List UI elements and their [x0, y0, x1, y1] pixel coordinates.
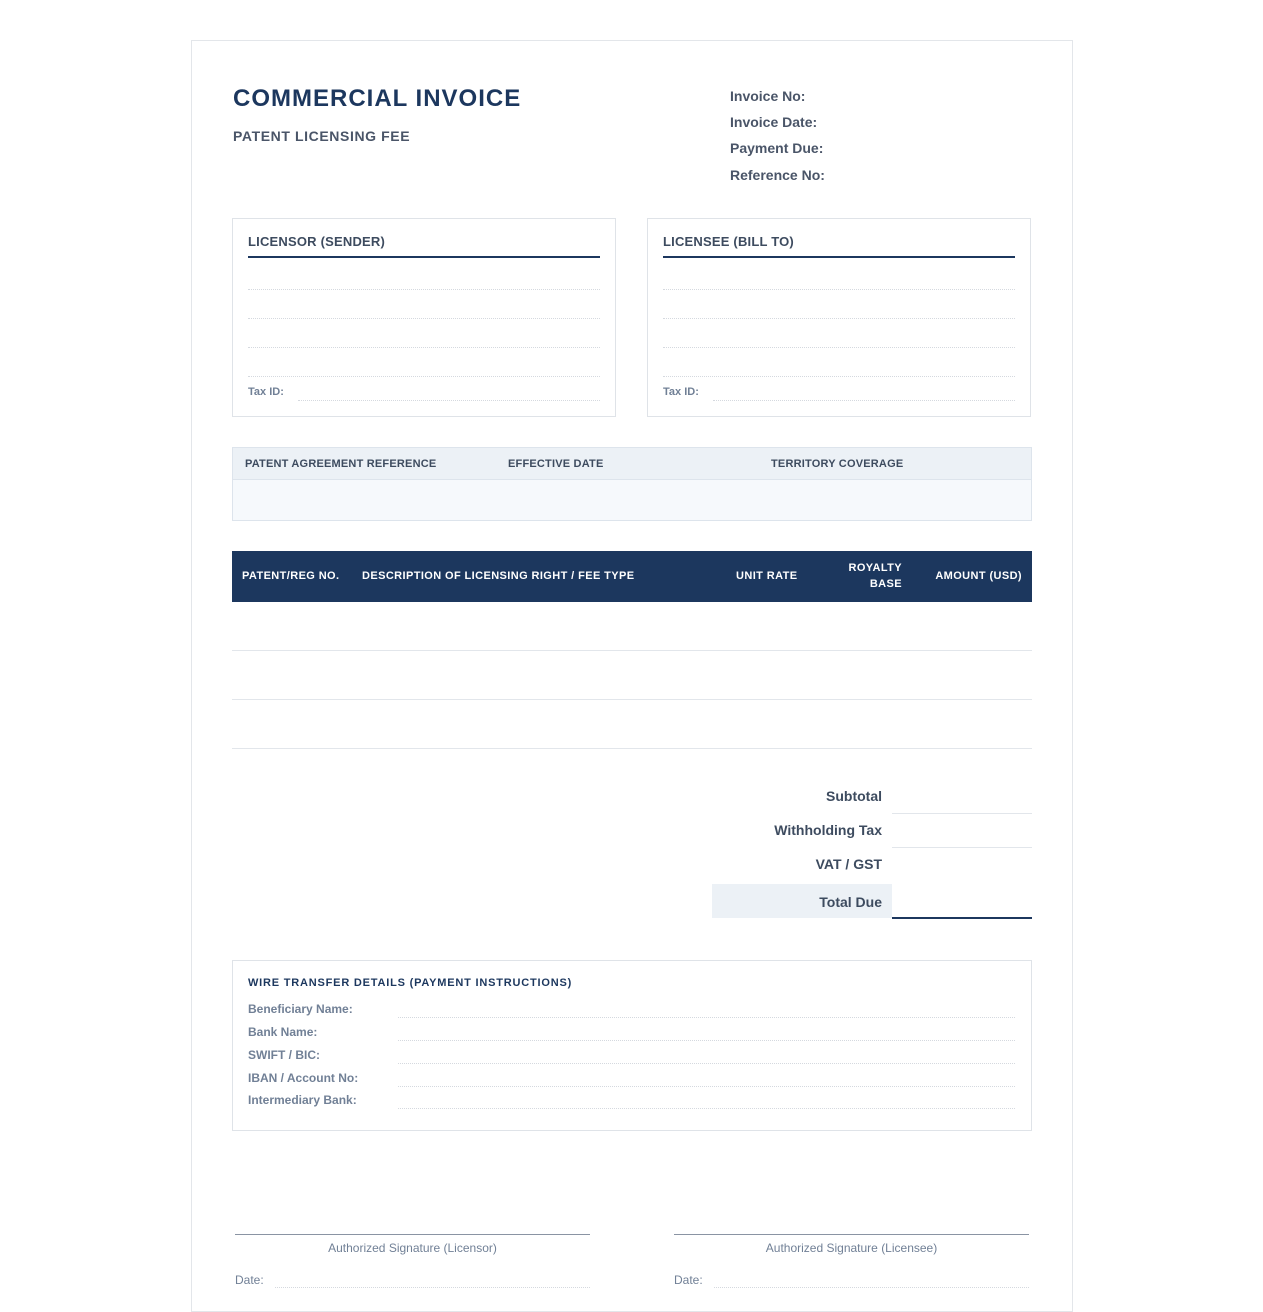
invoice-date-label: Invoice Date:: [730, 114, 818, 130]
licensor-tax-field[interactable]: [298, 400, 600, 401]
withholding-tax-field[interactable]: [892, 847, 1032, 848]
licensor-tax-label: Tax ID:: [248, 386, 284, 398]
licensor-line-1[interactable]: [248, 289, 600, 290]
vat-gst-label: VAT / GST: [815, 856, 882, 872]
licensee-date-label: Date:: [674, 1273, 703, 1287]
licensor-line-2[interactable]: [248, 318, 600, 319]
beneficiary-name-label: Beneficiary Name:: [248, 1002, 353, 1016]
licensee-line-1[interactable]: [663, 289, 1015, 290]
table-row[interactable]: [232, 602, 1032, 651]
licensee-signature-caption: Authorized Signature (Licensee): [765, 1241, 938, 1255]
reference-no-label: Reference No:: [730, 167, 825, 183]
table-row[interactable]: [232, 700, 1032, 749]
items-col-unit-rate: UNIT RATE: [736, 570, 798, 582]
licensee-heading: LICENSEE (BILL TO): [663, 234, 1015, 258]
items-col-royalty-base: BASE: [869, 578, 902, 590]
agreement-table: [232, 447, 1032, 521]
items-col-patent-no: PATENT/REG NO.: [242, 570, 340, 582]
licensor-signature-line[interactable]: [235, 1234, 590, 1235]
invoice-subtitle: PATENT LICENSING FEE: [233, 128, 411, 144]
licensor-line-3[interactable]: [248, 347, 600, 348]
invoice-title: COMMERCIAL INVOICE: [233, 85, 522, 112]
intermediary-bank-field[interactable]: [398, 1108, 1015, 1109]
licensee-tax-label: Tax ID:: [663, 386, 699, 398]
agreement-header: [233, 448, 1031, 480]
licensee-box: [647, 218, 1031, 417]
items-table-header: [232, 551, 1032, 602]
bank-name-label: Bank Name:: [248, 1025, 318, 1039]
licensor-heading: LICENSOR (SENDER): [248, 234, 600, 258]
payment-due-label: Payment Due:: [730, 140, 824, 156]
beneficiary-name-field[interactable]: [398, 1017, 1015, 1018]
swift-bic-field[interactable]: [398, 1063, 1015, 1064]
licensee-line-2[interactable]: [663, 318, 1015, 319]
licensor-date-field[interactable]: [275, 1287, 590, 1288]
subtotal-field[interactable]: [892, 813, 1032, 814]
iban-field[interactable]: [398, 1086, 1015, 1087]
licensee-tax-field[interactable]: [713, 400, 1015, 401]
licensee-line-4[interactable]: [663, 376, 1015, 377]
invoice-no-label: Invoice No:: [730, 88, 806, 104]
table-row[interactable]: [232, 651, 1032, 700]
licensor-line-4[interactable]: [248, 376, 600, 377]
licensor-date-label: Date:: [235, 1273, 264, 1287]
wire-transfer-box: [232, 960, 1032, 1131]
licensor-signature-caption: Authorized Signature (Licensor): [328, 1241, 497, 1255]
total-due-field[interactable]: [892, 917, 1032, 919]
total-due-label: Total Due: [819, 894, 882, 910]
licensee-date-field[interactable]: [714, 1287, 1029, 1288]
intermediary-bank-label: Intermediary Bank:: [248, 1093, 357, 1107]
agreement-col-reference: PATENT AGREEMENT REFERENCE: [245, 458, 437, 470]
invoice-page: [191, 40, 1073, 1312]
subtotal-label: Subtotal: [826, 788, 882, 804]
items-col-amount: AMOUNT (USD): [935, 570, 1022, 582]
licensee-signature-line[interactable]: [674, 1234, 1029, 1235]
licensor-box: [232, 218, 616, 417]
agreement-col-territory: TERRITORY COVERAGE: [771, 458, 904, 470]
iban-label: IBAN / Account No:: [248, 1071, 359, 1085]
items-col-description: DESCRIPTION OF LICENSING RIGHT / FEE TYPE: [362, 570, 635, 582]
licensee-line-3[interactable]: [663, 347, 1015, 348]
swift-bic-label: SWIFT / BIC:: [248, 1048, 320, 1062]
wire-transfer-heading: WIRE TRANSFER DETAILS (PAYMENT INSTRUCTIONS): [248, 977, 573, 989]
agreement-col-date: EFFECTIVE DATE: [508, 458, 604, 470]
items-col-royalty: ROYALTY: [848, 562, 902, 574]
withholding-tax-label: Withholding Tax: [774, 822, 882, 838]
bank-name-field[interactable]: [398, 1040, 1015, 1041]
